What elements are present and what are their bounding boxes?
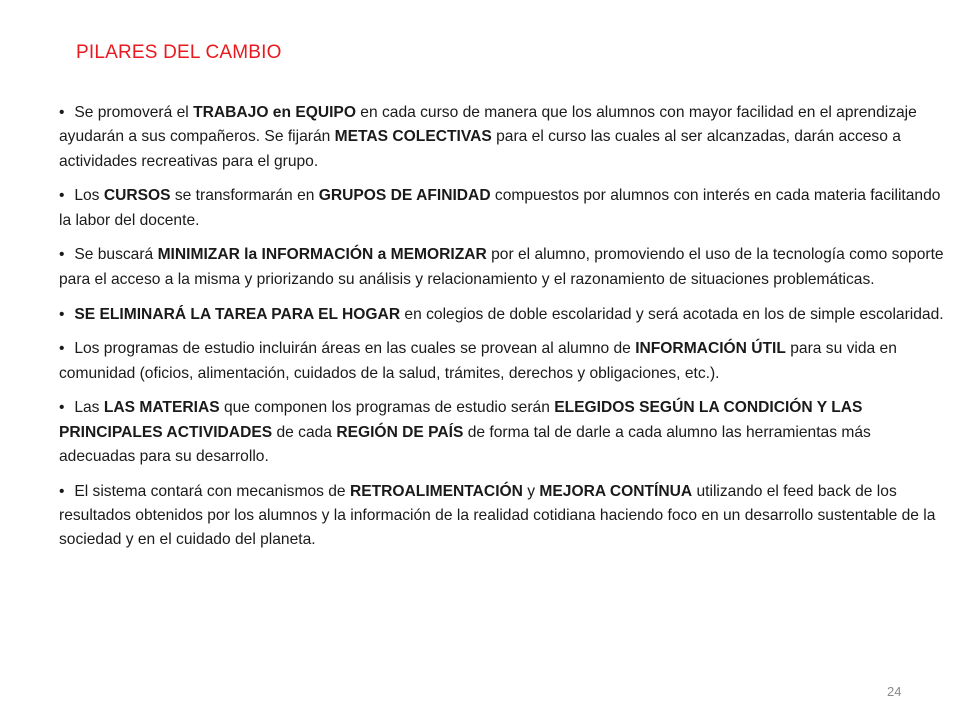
bullet-emphasis-text: CURSOS bbox=[103, 187, 171, 205]
bullet-icon: • bbox=[59, 399, 65, 417]
bullet-text: por el alumno, promoviendo el uso de la tecnología como soporte para el acceso a la misma y priorizando su análisis y relacionamiento y el razonamiento de situaciones problemáticas. bbox=[59, 246, 944, 288]
bullet-emphasis-text: GRUPOS DE AFINIDAD bbox=[318, 187, 491, 205]
bullet-item bbox=[59, 184, 945, 233]
bullet-text: El sistema contará con mecanismos de bbox=[70, 482, 350, 500]
bullet-item bbox=[59, 243, 945, 292]
bullet-item bbox=[59, 396, 945, 469]
bullet-text: en cada curso de manera que los alumnos con mayor facilidad en el aprendizaje ayudarán a sus compañeros. Se fijarán bbox=[59, 104, 917, 146]
bullet-text: se transformarán en bbox=[170, 187, 319, 205]
bullet-text: de cada bbox=[272, 423, 337, 441]
bullet-text: Se buscará bbox=[70, 246, 158, 264]
bullet-emphasis-text: METAS COLECTIVAS bbox=[334, 128, 492, 146]
bullet-text: compuestos por alumnos con interés en cada materia facilitando la labor del docente. bbox=[59, 187, 941, 229]
bullet-emphasis-text: MEJORA CONTÍNUA bbox=[539, 482, 693, 500]
bullet-icon: • bbox=[59, 482, 65, 500]
bullet-emphasis-text: MINIMIZAR la INFORMACIÓN a MEMORIZAR bbox=[157, 246, 487, 264]
bullet-text: para el curso las cuales al ser alcanzadas, darán acceso a actividades recreativas para el grupo. bbox=[59, 128, 901, 170]
bullet-item bbox=[59, 480, 945, 553]
bullet-icon: • bbox=[59, 246, 65, 264]
bullet-text: utilizando el feed back de los resultados obtenidos por los alumnos y la información de la realidad cotidiana haciendo foco en un desarrollo sustentable de la sociedad y en el cuidado del planeta. bbox=[59, 482, 936, 549]
page-number: 24 bbox=[887, 684, 902, 699]
bullet-icon: • bbox=[59, 187, 65, 205]
bullet-emphasis-text: LAS MATERIAS bbox=[103, 399, 220, 417]
bullet-text: para su vida en comunidad (oficios, alimentación, cuidados de la salud, trámites, derechos y obligaciones, etc.). bbox=[59, 340, 897, 382]
bullet-text: Los bbox=[70, 187, 104, 205]
bullet-item bbox=[59, 303, 945, 327]
bullet-emphasis-text: REGIÓN DE PAÍS bbox=[336, 423, 464, 441]
bullet-icon: • bbox=[59, 305, 65, 323]
bullet-emphasis-text: TRABAJO en EQUIPO bbox=[193, 104, 356, 121]
bullet-text: en colegios de doble escolaridad y será acotada en los de simple escolaridad. bbox=[400, 305, 944, 323]
bullet-text: de forma tal de darle a cada alumno las herramientas más adecuadas para su desarrollo. bbox=[59, 423, 871, 466]
bullet-emphasis-text: RETROALIMENTACIÓN bbox=[349, 482, 523, 500]
bullet-emphasis-text: ELEGIDOS SEGÚN LA CONDICIÓN Y LAS PRINCIPALES ACTIVIDADES bbox=[59, 399, 863, 441]
slide-title: PILARES DEL CAMBIO bbox=[76, 42, 282, 63]
bullet-text: que componen los programas de estudio serán bbox=[219, 399, 555, 417]
bullet-text: Los programas de estudio incluirán áreas en las cuales se provean al alumno de bbox=[70, 340, 636, 358]
bullet-icon: • bbox=[59, 104, 65, 121]
bullet-item bbox=[59, 101, 945, 174]
bullet-item bbox=[59, 337, 945, 386]
bullet-icon: • bbox=[59, 340, 65, 358]
bullet-text: Las bbox=[70, 399, 104, 417]
bullet-list bbox=[59, 101, 945, 563]
bullet-emphasis-text: INFORMACIÓN ÚTIL bbox=[635, 340, 786, 358]
bullet-text: y bbox=[522, 482, 540, 500]
bullet-text: Se promoverá el bbox=[70, 104, 194, 121]
bullet-emphasis-text: SE ELIMINARÁ LA TAREA PARA EL HOGAR bbox=[74, 305, 401, 323]
